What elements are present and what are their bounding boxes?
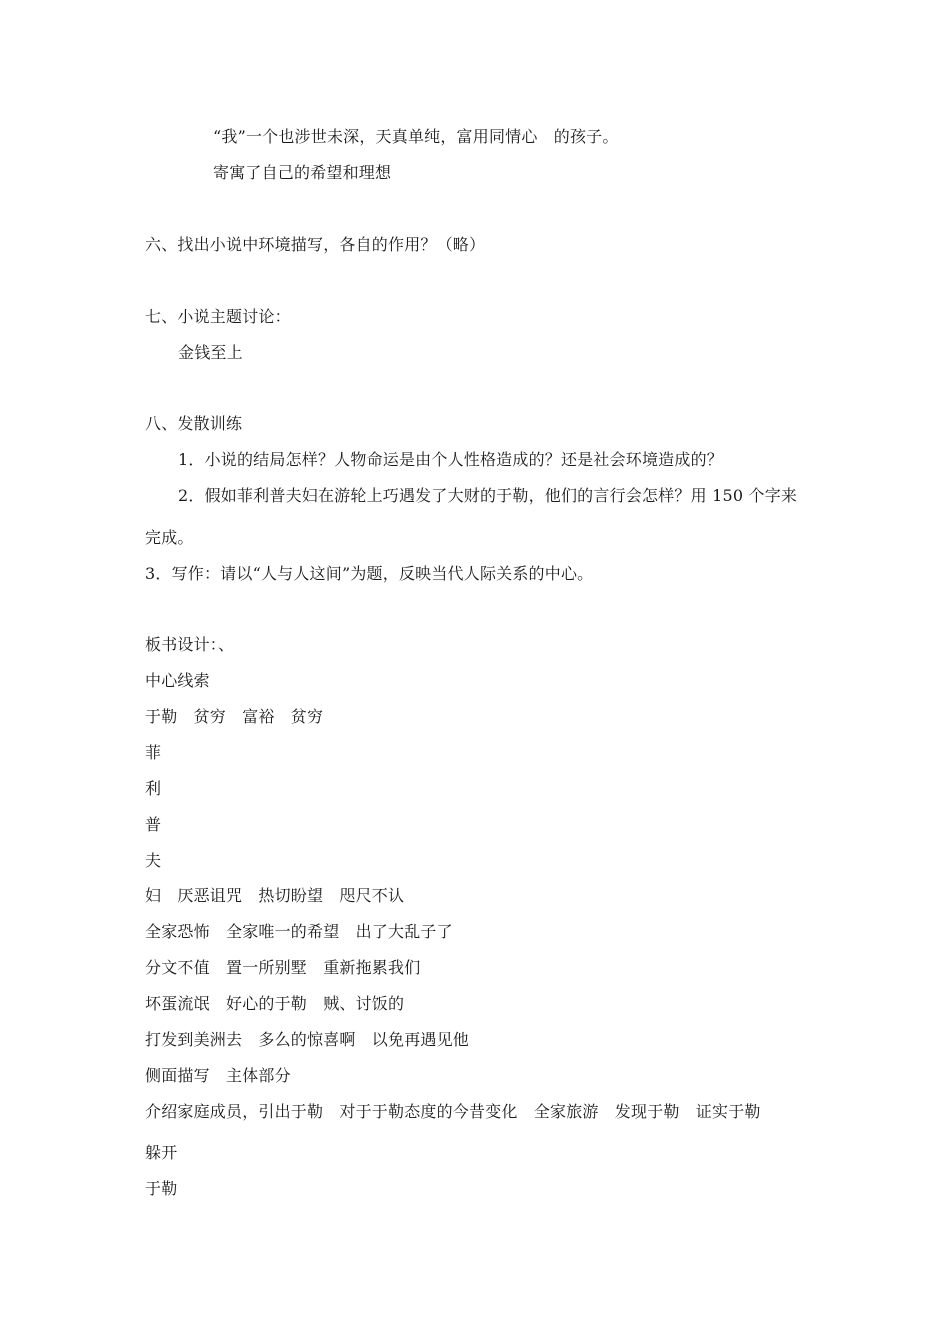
- theme-answer: 金钱至上: [178, 343, 243, 362]
- board-design-title: 板书设计：、: [145, 635, 235, 654]
- board-line: 妇 厌恶诅咒 热切盼望 咫尺不认: [145, 886, 405, 905]
- question-2-continuation: 完成。: [145, 528, 194, 547]
- board-line: 中心线索: [145, 671, 210, 690]
- board-line: 躲开: [145, 1143, 178, 1162]
- board-line: 于勒: [145, 1179, 178, 1198]
- board-line: 于勒 贫穷 富裕 贫穷: [145, 707, 324, 726]
- board-line: 侧面描写 主体部分: [145, 1066, 291, 1085]
- question-2: 2．假如菲利普夫妇在游轮上巧遇发了大财的于勒，他们的言行会怎样？用 150 个字来: [178, 486, 798, 505]
- board-line: 利: [145, 779, 162, 798]
- board-line: 分文不值 置一所别墅 重新拖累我们: [145, 958, 421, 977]
- author-ideal: 寄寓了自己的希望和理想: [213, 163, 392, 182]
- board-line: 打发到美洲去 多么的惊喜啊 以免再遇见他: [145, 1030, 470, 1049]
- board-line: 夫: [145, 851, 162, 870]
- section-seven-heading: 七、小说主题讨论：: [145, 307, 291, 326]
- question-1: 1．小说的结局怎样？人物命运是由个人性格造成的？还是社会环境造成的？: [178, 450, 723, 469]
- board-line: 介绍家庭成员，引出于勒 对于于勒态度的今昔变化 全家旅游 发现于勒 证实于勒: [145, 1102, 761, 1121]
- character-description: “我”一个也涉世未深，天真单纯，富用同情心 的孩子。: [213, 127, 619, 146]
- question-3: 3．写作：请以“人与人这间”为题，反映当代人际关系的中心。: [145, 564, 594, 583]
- board-line: 坏蛋流氓 好心的于勒 贼、讨饭的: [145, 994, 405, 1013]
- board-line: 全家恐怖 全家唯一的希望 出了大乱子了: [145, 922, 453, 941]
- board-line: 普: [145, 815, 162, 834]
- section-eight-heading: 八、发散训练: [145, 414, 243, 433]
- board-line: 菲: [145, 743, 162, 762]
- section-six-heading: 六、找出小说中环境描写，各自的作用？（略）: [145, 235, 486, 254]
